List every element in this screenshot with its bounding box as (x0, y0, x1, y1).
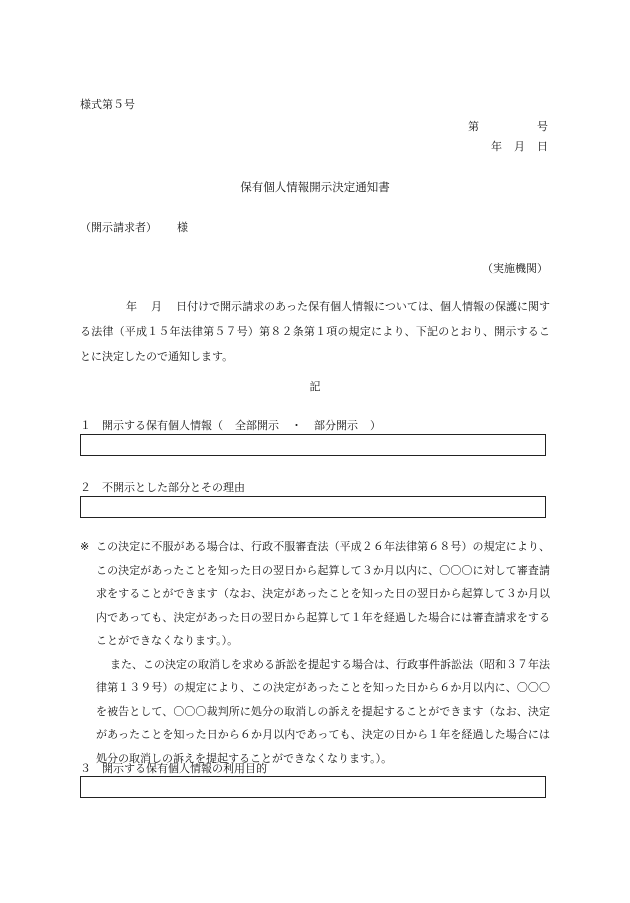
option-full-disclosure: 全部開示 (235, 419, 279, 432)
requester-line (80, 219, 188, 235)
form-number: 様式第５号 (80, 98, 135, 111)
section-1-label (80, 417, 381, 433)
document-number-suffix: 号 (537, 120, 548, 133)
document-title: 保有個人情報開示決定通知書 (240, 180, 390, 194)
purpose-of-use-field[interactable] (80, 776, 546, 798)
document-number (468, 118, 548, 134)
date-month: 月 (514, 140, 525, 153)
section-2-label: ２ 不開示とした部分とその理由 (80, 481, 245, 494)
decision-body-paragraph (80, 294, 550, 369)
section-1-title: １ 開示する保有個人情報（ (80, 419, 223, 432)
date-day: 日 (537, 140, 548, 153)
body-month: 月 (151, 300, 163, 313)
body-year: 年 (126, 300, 138, 313)
option-partial-disclosure: 部分開示 (314, 419, 358, 432)
section-3-label: ３ 開示する保有個人情報の利用目的 (80, 762, 267, 775)
document-number-prefix: 第 (468, 120, 479, 133)
option-separator: ・ (291, 419, 302, 432)
agency-label: （実施機関） (482, 262, 548, 275)
requester-honorific: 様 (177, 221, 188, 234)
document-date (491, 138, 548, 154)
appeal-notice (80, 535, 550, 770)
date-year: 年 (491, 140, 502, 153)
notice-paragraph-1: この決定に不服がある場合は、行政不服審査法（平成２６年法律第６８号）の規定により、この決定があったことを知った日の翌日から起算して３か月以内に、〇〇〇に対して審査請求をすることができます（なお、決定があったことを知った日の翌日から起算して３か月以内であっても、決定があった日の翌日から起算して１年を経過した場合には審査請求をすることができなくなります。）。 (96, 540, 550, 647)
notice-mark: ※ (80, 540, 90, 553)
non-disclosure-reason-field[interactable] (80, 496, 546, 518)
body-text: 日付けで開示請求のあった保有個人情報については、個人情報の保護に関する法律（平成１５年法律第５７号）第８２条第１項の規定により、下記のとおり、開示することに決定したので通知します。 (80, 300, 551, 363)
requester-label: （開示請求者） (80, 221, 157, 234)
notice-paragraph-2: また、この決定の取消しを求める訴訟を提起する場合は、行政事件訴訟法（昭和３７年法律第１３９号）の規定により、この決定があったことを知った日から６か月以内に、〇〇〇を被告として、〇〇〇裁判所に処分の取消しの訴えを提起することができます（なお、決定があったことを知った日から６か月以内であっても、決定の日から１年を経過した場合には処分の取消しの訴えを提起することができなくなります。）。 (96, 657, 550, 765)
section-1-close: ） (370, 419, 381, 432)
disclosed-information-field[interactable] (80, 434, 546, 456)
ki-heading: 記 (309, 380, 321, 393)
